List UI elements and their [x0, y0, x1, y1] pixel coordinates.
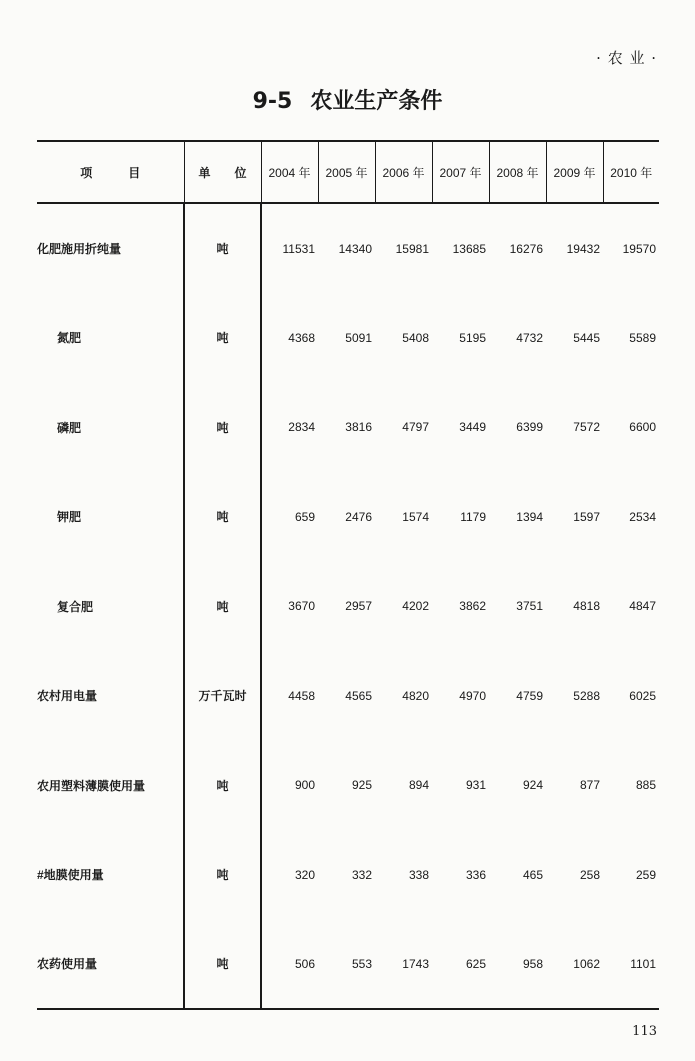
header-row — [37, 141, 659, 203]
cell-value: 900 — [294, 778, 315, 793]
table-row — [37, 203, 659, 293]
table-row — [37, 920, 659, 1010]
cell-value: 1179 — [460, 509, 486, 524]
table-title: 农业生产条件 — [310, 89, 443, 114]
table-row — [37, 383, 659, 473]
row-label: #地膜使用量 — [37, 830, 184, 920]
cell-value: 4818 — [573, 599, 600, 614]
cell-value: 4732 — [516, 330, 543, 345]
cell-value: 877 — [579, 778, 600, 793]
row-unit: 万千瓦时 — [184, 651, 261, 741]
cell-value: 1597 — [573, 509, 600, 524]
header-year: 2005 年 — [318, 141, 375, 203]
table-row — [37, 651, 659, 741]
row-unit: 吨 — [184, 830, 261, 920]
header-item: 项 目 — [37, 141, 184, 203]
cell-value: 259 — [635, 867, 656, 882]
row-label: 农用塑料薄膜使用量 — [37, 741, 184, 831]
cell-value: 3670 — [288, 599, 315, 614]
cell-value: 320 — [294, 867, 315, 882]
cell-value: 6600 — [629, 420, 656, 435]
header-year: 2008 年 — [489, 141, 546, 203]
data-table-container — [37, 140, 659, 1010]
cell-value: 336 — [465, 867, 486, 882]
row-label: 农村用电量 — [37, 651, 184, 741]
cell-value: 4565 — [345, 688, 372, 703]
cell-value: 924 — [522, 778, 543, 793]
row-label: 磷肥 — [37, 383, 184, 473]
row-label: 氮肥 — [37, 293, 184, 383]
cell-value: 15981 — [395, 241, 429, 256]
table-row — [37, 293, 659, 383]
cell-value: 1101 — [603, 920, 659, 1010]
row-unit: 吨 — [184, 562, 261, 652]
cell-value: 1743 — [375, 920, 432, 1010]
cell-value: 4458 — [288, 688, 315, 703]
cell-value: 4970 — [459, 688, 486, 703]
row-unit: 吨 — [184, 472, 261, 562]
header-year: 2010 年 — [603, 141, 659, 203]
cell-value: 625 — [432, 920, 489, 1010]
cell-value: 258 — [579, 867, 600, 882]
cell-value: 4847 — [629, 599, 656, 614]
cell-value: 19570 — [622, 241, 656, 256]
cell-value: 4202 — [402, 599, 429, 614]
cell-value: 4820 — [402, 688, 429, 703]
cell-value: 5091 — [345, 330, 372, 345]
cell-value: 19432 — [566, 241, 600, 256]
cell-value: 885 — [635, 778, 656, 793]
cell-value: 1574 — [402, 509, 429, 524]
cell-value: 5589 — [629, 330, 656, 345]
cell-value: 13685 — [452, 241, 486, 256]
cell-value: 5445 — [573, 330, 600, 345]
page-number: 113 — [632, 1024, 657, 1039]
header-year: 2009 年 — [546, 141, 603, 203]
cell-value: 2957 — [345, 599, 372, 614]
cell-value: 4368 — [288, 330, 315, 345]
cell-value: 3816 — [345, 420, 372, 435]
row-unit: 吨 — [184, 383, 261, 473]
page-title — [0, 84, 695, 115]
table-number: 9-5 — [252, 89, 293, 114]
cell-value: 5288 — [573, 688, 600, 703]
cell-value: 3862 — [459, 599, 486, 614]
cell-value: 16276 — [509, 241, 543, 256]
cell-value: 506 — [261, 920, 318, 1010]
table-row — [37, 562, 659, 652]
cell-value: 925 — [351, 778, 372, 793]
row-unit: 吨 — [184, 741, 261, 831]
agriculture-conditions-table — [37, 140, 659, 1010]
cell-value: 338 — [408, 867, 429, 882]
cell-value: 958 — [489, 920, 546, 1010]
cell-value: 659 — [294, 509, 315, 524]
table-body — [37, 203, 659, 1009]
cell-value: 14340 — [338, 241, 372, 256]
cell-value: 6399 — [516, 420, 543, 435]
cell-value: 4797 — [402, 420, 429, 435]
cell-value: 1062 — [546, 920, 603, 1010]
header-year: 2007 年 — [432, 141, 489, 203]
cell-value: 2476 — [345, 509, 372, 524]
row-label: 化肥施用折纯量 — [37, 203, 184, 293]
cell-value: 3751 — [516, 599, 543, 614]
header-year: 2006 年 — [375, 141, 432, 203]
cell-value: 894 — [408, 778, 429, 793]
row-unit: 吨 — [184, 920, 261, 1010]
cell-value: 7572 — [573, 420, 600, 435]
cell-value: 2534 — [629, 509, 656, 524]
cell-value: 3449 — [459, 420, 486, 435]
row-unit: 吨 — [184, 203, 261, 293]
cell-value: 465 — [522, 867, 543, 882]
cell-value: 1394 — [516, 509, 543, 524]
cell-value: 11531 — [282, 241, 315, 256]
table-row — [37, 830, 659, 920]
section-label: · 农 业 · — [596, 49, 657, 67]
cell-value: 5408 — [402, 330, 429, 345]
header-unit: 单 位 — [184, 141, 261, 203]
header-year: 2004 年 — [261, 141, 318, 203]
row-label: 复合肥 — [37, 562, 184, 652]
cell-value: 6025 — [629, 688, 656, 703]
row-label: 农药使用量 — [37, 920, 184, 1010]
cell-value: 931 — [465, 778, 486, 793]
row-label: 钾肥 — [37, 472, 184, 562]
cell-value: 4759 — [516, 688, 543, 703]
cell-value: 332 — [351, 867, 372, 882]
cell-value: 2834 — [288, 420, 315, 435]
table-row — [37, 472, 659, 562]
cell-value: 553 — [318, 920, 375, 1010]
table-row — [37, 741, 659, 831]
row-unit: 吨 — [184, 293, 261, 383]
cell-value: 5195 — [459, 330, 486, 345]
